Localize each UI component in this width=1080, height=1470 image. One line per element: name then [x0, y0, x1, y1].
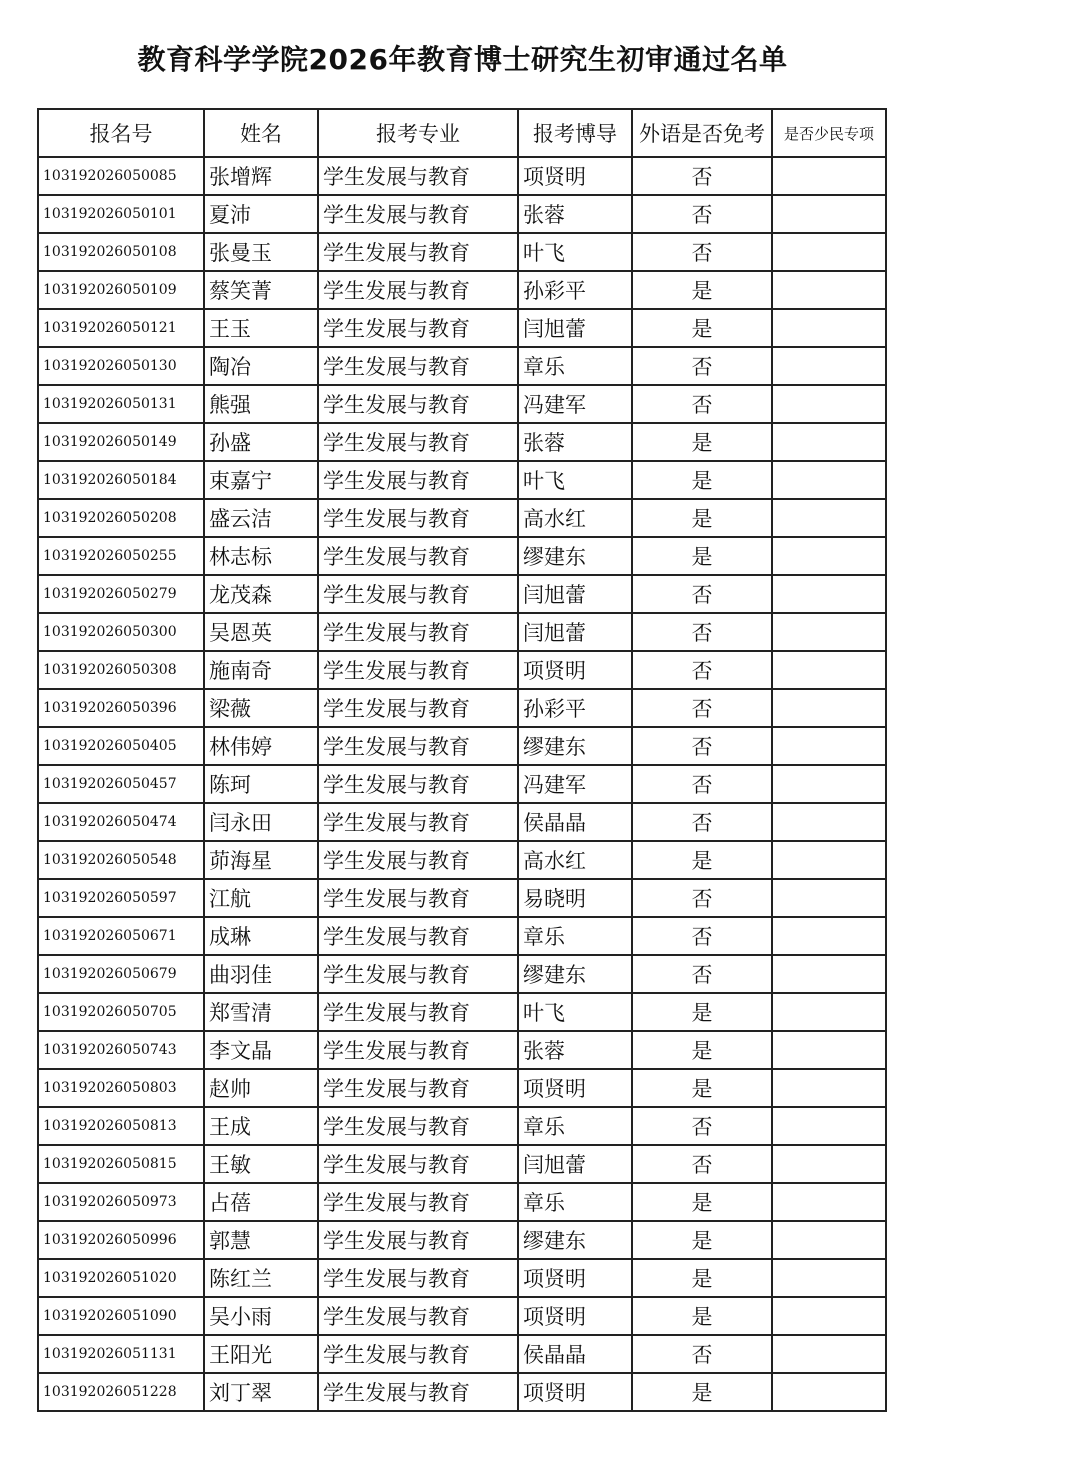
table-row	[38, 423, 886, 461]
table-row	[38, 727, 886, 765]
language-exempt-cell: 是	[632, 1069, 772, 1107]
table-body	[38, 157, 886, 1411]
reg-no-cell: 103192026050813	[38, 1107, 204, 1145]
major-cell: 学生发展与教育	[318, 879, 518, 917]
minority-program-cell	[772, 917, 886, 955]
advisor-cell: 张蓉	[518, 423, 632, 461]
name-cell: 王玉	[204, 309, 318, 347]
reg-no-cell: 103192026050457	[38, 765, 204, 803]
major-cell: 学生发展与教育	[318, 1259, 518, 1297]
major-cell: 学生发展与教育	[318, 537, 518, 575]
column-header-minority-program: 是否少民专项	[772, 109, 886, 157]
name-cell: 闫永田	[204, 803, 318, 841]
advisor-cell: 缪建东	[518, 955, 632, 993]
advisor-cell: 项贤明	[518, 651, 632, 689]
name-cell: 茆海星	[204, 841, 318, 879]
major-cell: 学生发展与教育	[318, 195, 518, 233]
major-cell: 学生发展与教育	[318, 651, 518, 689]
advisor-cell: 闫旭蕾	[518, 613, 632, 651]
table-row	[38, 689, 886, 727]
table-row	[38, 1297, 886, 1335]
major-cell: 学生发展与教育	[318, 1107, 518, 1145]
language-exempt-cell: 否	[632, 157, 772, 195]
major-cell: 学生发展与教育	[318, 1069, 518, 1107]
table-row	[38, 157, 886, 195]
name-cell: 赵帅	[204, 1069, 318, 1107]
minority-program-cell	[772, 309, 886, 347]
minority-program-cell	[772, 1031, 886, 1069]
advisor-cell: 项贤明	[518, 1069, 632, 1107]
table-row	[38, 195, 886, 233]
language-exempt-cell: 是	[632, 1373, 772, 1411]
name-cell: 张曼玉	[204, 233, 318, 271]
name-cell: 郑雪清	[204, 993, 318, 1031]
reg-no-cell: 103192026051131	[38, 1335, 204, 1373]
minority-program-cell	[772, 651, 886, 689]
major-cell: 学生发展与教育	[318, 689, 518, 727]
minority-program-cell	[772, 727, 886, 765]
language-exempt-cell: 否	[632, 385, 772, 423]
reg-no-cell: 103192026050548	[38, 841, 204, 879]
language-exempt-cell: 否	[632, 1145, 772, 1183]
advisor-cell: 缪建东	[518, 537, 632, 575]
reg-no-cell: 103192026050743	[38, 1031, 204, 1069]
name-cell: 吴小雨	[204, 1297, 318, 1335]
minority-program-cell	[772, 347, 886, 385]
minority-program-cell	[772, 689, 886, 727]
advisor-cell: 项贤明	[518, 1259, 632, 1297]
advisor-cell: 高水红	[518, 499, 632, 537]
minority-program-cell	[772, 1335, 886, 1373]
advisor-cell: 易晓明	[518, 879, 632, 917]
name-cell: 陈珂	[204, 765, 318, 803]
reg-no-cell: 103192026050255	[38, 537, 204, 575]
table-row	[38, 955, 886, 993]
reg-no-cell: 103192026050705	[38, 993, 204, 1031]
advisor-cell: 项贤明	[518, 1373, 632, 1411]
table-row	[38, 233, 886, 271]
column-header-language-exempt: 外语是否免考	[632, 109, 772, 157]
major-cell: 学生发展与教育	[318, 157, 518, 195]
name-cell: 施南奇	[204, 651, 318, 689]
minority-program-cell	[772, 955, 886, 993]
minority-program-cell	[772, 385, 886, 423]
advisor-cell: 张蓉	[518, 195, 632, 233]
table-row	[38, 385, 886, 423]
reg-no-cell: 103192026050208	[38, 499, 204, 537]
reg-no-cell: 103192026050815	[38, 1145, 204, 1183]
advisor-cell: 章乐	[518, 1107, 632, 1145]
major-cell: 学生发展与教育	[318, 1221, 518, 1259]
name-cell: 陶冶	[204, 347, 318, 385]
minority-program-cell	[772, 499, 886, 537]
major-cell: 学生发展与教育	[318, 309, 518, 347]
table-row	[38, 1335, 886, 1373]
minority-program-cell	[772, 1373, 886, 1411]
major-cell: 学生发展与教育	[318, 1373, 518, 1411]
name-cell: 王成	[204, 1107, 318, 1145]
reg-no-cell: 103192026050131	[38, 385, 204, 423]
reg-no-cell: 103192026050109	[38, 271, 204, 309]
table-row	[38, 651, 886, 689]
advisor-cell: 侯晶晶	[518, 1335, 632, 1373]
reg-no-cell: 103192026050405	[38, 727, 204, 765]
language-exempt-cell: 否	[632, 1335, 772, 1373]
language-exempt-cell: 否	[632, 575, 772, 613]
minority-program-cell	[772, 157, 886, 195]
table-row	[38, 499, 886, 537]
language-exempt-cell: 否	[632, 955, 772, 993]
major-cell: 学生发展与教育	[318, 955, 518, 993]
language-exempt-cell: 否	[632, 765, 772, 803]
language-exempt-cell: 是	[632, 1031, 772, 1069]
advisor-cell: 孙彩平	[518, 689, 632, 727]
advisor-cell: 项贤明	[518, 1297, 632, 1335]
minority-program-cell	[772, 271, 886, 309]
column-header-name: 姓名	[204, 109, 318, 157]
language-exempt-cell: 是	[632, 271, 772, 309]
name-cell: 王敏	[204, 1145, 318, 1183]
language-exempt-cell: 是	[632, 1297, 772, 1335]
name-cell: 陈红兰	[204, 1259, 318, 1297]
minority-program-cell	[772, 803, 886, 841]
table-row	[38, 1107, 886, 1145]
major-cell: 学生发展与教育	[318, 1335, 518, 1373]
major-cell: 学生发展与教育	[318, 423, 518, 461]
language-exempt-cell: 否	[632, 233, 772, 271]
advisor-cell: 缪建东	[518, 1221, 632, 1259]
reg-no-cell: 103192026050184	[38, 461, 204, 499]
name-cell: 夏沛	[204, 195, 318, 233]
reg-no-cell: 103192026050973	[38, 1183, 204, 1221]
minority-program-cell	[772, 879, 886, 917]
reg-no-cell: 103192026050149	[38, 423, 204, 461]
table-row	[38, 1145, 886, 1183]
major-cell: 学生发展与教育	[318, 385, 518, 423]
language-exempt-cell: 是	[632, 423, 772, 461]
name-cell: 林志标	[204, 537, 318, 575]
minority-program-cell	[772, 423, 886, 461]
minority-program-cell	[772, 233, 886, 271]
name-cell: 张增辉	[204, 157, 318, 195]
reg-no-cell: 103192026050308	[38, 651, 204, 689]
table-row	[38, 613, 886, 651]
table-row	[38, 1259, 886, 1297]
language-exempt-cell: 是	[632, 993, 772, 1031]
name-cell: 江航	[204, 879, 318, 917]
reg-no-cell: 103192026050108	[38, 233, 204, 271]
language-exempt-cell: 是	[632, 1259, 772, 1297]
advisor-cell: 侯晶晶	[518, 803, 632, 841]
advisor-cell: 高水红	[518, 841, 632, 879]
reg-no-cell: 103192026051020	[38, 1259, 204, 1297]
minority-program-cell	[772, 1259, 886, 1297]
major-cell: 学生发展与教育	[318, 347, 518, 385]
column-header-reg-no: 报名号	[38, 109, 204, 157]
reg-no-cell: 103192026050671	[38, 917, 204, 955]
reg-no-cell: 103192026050101	[38, 195, 204, 233]
name-cell: 刘丁翠	[204, 1373, 318, 1411]
table-row	[38, 917, 886, 955]
table-row	[38, 271, 886, 309]
language-exempt-cell: 是	[632, 499, 772, 537]
minority-program-cell	[772, 613, 886, 651]
minority-program-cell	[772, 765, 886, 803]
table-row	[38, 309, 886, 347]
advisor-cell: 缪建东	[518, 727, 632, 765]
minority-program-cell	[772, 1069, 886, 1107]
name-cell: 梁薇	[204, 689, 318, 727]
language-exempt-cell: 否	[632, 613, 772, 651]
language-exempt-cell: 是	[632, 309, 772, 347]
language-exempt-cell: 否	[632, 1107, 772, 1145]
name-cell: 熊强	[204, 385, 318, 423]
table-row	[38, 1183, 886, 1221]
column-header-advisor: 报考博导	[518, 109, 632, 157]
minority-program-cell	[772, 1145, 886, 1183]
reg-no-cell: 103192026050396	[38, 689, 204, 727]
reg-no-cell: 103192026050803	[38, 1069, 204, 1107]
name-cell: 束嘉宁	[204, 461, 318, 499]
minority-program-cell	[772, 1107, 886, 1145]
major-cell: 学生发展与教育	[318, 727, 518, 765]
column-header-major: 报考专业	[318, 109, 518, 157]
advisor-cell: 项贤明	[518, 157, 632, 195]
minority-program-cell	[772, 537, 886, 575]
advisor-cell: 章乐	[518, 917, 632, 955]
major-cell: 学生发展与教育	[318, 1145, 518, 1183]
reg-no-cell: 103192026050679	[38, 955, 204, 993]
reg-no-cell: 103192026050279	[38, 575, 204, 613]
major-cell: 学生发展与教育	[318, 917, 518, 955]
table-row	[38, 803, 886, 841]
major-cell: 学生发展与教育	[318, 803, 518, 841]
table-header-row	[38, 109, 886, 157]
table-row	[38, 1031, 886, 1069]
name-cell: 占蓓	[204, 1183, 318, 1221]
advisor-cell: 叶飞	[518, 993, 632, 1031]
major-cell: 学生发展与教育	[318, 1031, 518, 1069]
advisor-cell: 冯建军	[518, 385, 632, 423]
reg-no-cell: 103192026050474	[38, 803, 204, 841]
major-cell: 学生发展与教育	[318, 613, 518, 651]
reg-no-cell: 103192026050597	[38, 879, 204, 917]
language-exempt-cell: 否	[632, 347, 772, 385]
major-cell: 学生发展与教育	[318, 233, 518, 271]
minority-program-cell	[772, 1183, 886, 1221]
language-exempt-cell: 否	[632, 195, 772, 233]
language-exempt-cell: 否	[632, 727, 772, 765]
language-exempt-cell: 否	[632, 651, 772, 689]
advisor-cell: 叶飞	[518, 461, 632, 499]
major-cell: 学生发展与教育	[318, 765, 518, 803]
name-cell: 龙茂森	[204, 575, 318, 613]
language-exempt-cell: 否	[632, 879, 772, 917]
minority-program-cell	[772, 1297, 886, 1335]
advisor-cell: 闫旭蕾	[518, 1145, 632, 1183]
table-row	[38, 537, 886, 575]
minority-program-cell	[772, 195, 886, 233]
minority-program-cell	[772, 461, 886, 499]
major-cell: 学生发展与教育	[318, 993, 518, 1031]
language-exempt-cell: 是	[632, 461, 772, 499]
name-cell: 蔡笑菁	[204, 271, 318, 309]
reg-no-cell: 103192026051228	[38, 1373, 204, 1411]
major-cell: 学生发展与教育	[318, 1297, 518, 1335]
minority-program-cell	[772, 841, 886, 879]
table-row	[38, 1373, 886, 1411]
minority-program-cell	[772, 1221, 886, 1259]
reg-no-cell: 103192026050085	[38, 157, 204, 195]
name-cell: 成琳	[204, 917, 318, 955]
table-row	[38, 765, 886, 803]
table-row	[38, 347, 886, 385]
name-cell: 林伟婷	[204, 727, 318, 765]
table-row	[38, 993, 886, 1031]
advisor-cell: 闫旭蕾	[518, 575, 632, 613]
language-exempt-cell: 否	[632, 917, 772, 955]
advisor-cell: 章乐	[518, 347, 632, 385]
table-row	[38, 1221, 886, 1259]
reg-no-cell: 103192026050996	[38, 1221, 204, 1259]
language-exempt-cell: 否	[632, 803, 772, 841]
advisor-cell: 闫旭蕾	[518, 309, 632, 347]
major-cell: 学生发展与教育	[318, 271, 518, 309]
major-cell: 学生发展与教育	[318, 841, 518, 879]
reg-no-cell: 103192026050121	[38, 309, 204, 347]
table-row	[38, 1069, 886, 1107]
name-cell: 曲羽佳	[204, 955, 318, 993]
reg-no-cell: 103192026051090	[38, 1297, 204, 1335]
minority-program-cell	[772, 993, 886, 1031]
major-cell: 学生发展与教育	[318, 461, 518, 499]
reg-no-cell: 103192026050300	[38, 613, 204, 651]
name-cell: 吴恩英	[204, 613, 318, 651]
applicant-table	[37, 108, 887, 1412]
page-title: 教育科学学院2026年教育博士研究生初审通过名单	[137, 43, 788, 76]
advisor-cell: 孙彩平	[518, 271, 632, 309]
table-row	[38, 879, 886, 917]
table-row	[38, 575, 886, 613]
language-exempt-cell: 否	[632, 689, 772, 727]
reg-no-cell: 103192026050130	[38, 347, 204, 385]
name-cell: 李文晶	[204, 1031, 318, 1069]
advisor-cell: 冯建军	[518, 765, 632, 803]
major-cell: 学生发展与教育	[318, 1183, 518, 1221]
name-cell: 盛云洁	[204, 499, 318, 537]
major-cell: 学生发展与教育	[318, 575, 518, 613]
language-exempt-cell: 是	[632, 537, 772, 575]
language-exempt-cell: 是	[632, 1221, 772, 1259]
name-cell: 郭慧	[204, 1221, 318, 1259]
minority-program-cell	[772, 575, 886, 613]
language-exempt-cell: 是	[632, 1183, 772, 1221]
name-cell: 王阳光	[204, 1335, 318, 1373]
advisor-cell: 叶飞	[518, 233, 632, 271]
table-row	[38, 841, 886, 879]
major-cell: 学生发展与教育	[318, 499, 518, 537]
name-cell: 孙盛	[204, 423, 318, 461]
advisor-cell: 张蓉	[518, 1031, 632, 1069]
table-row	[38, 461, 886, 499]
advisor-cell: 章乐	[518, 1183, 632, 1221]
language-exempt-cell: 是	[632, 841, 772, 879]
